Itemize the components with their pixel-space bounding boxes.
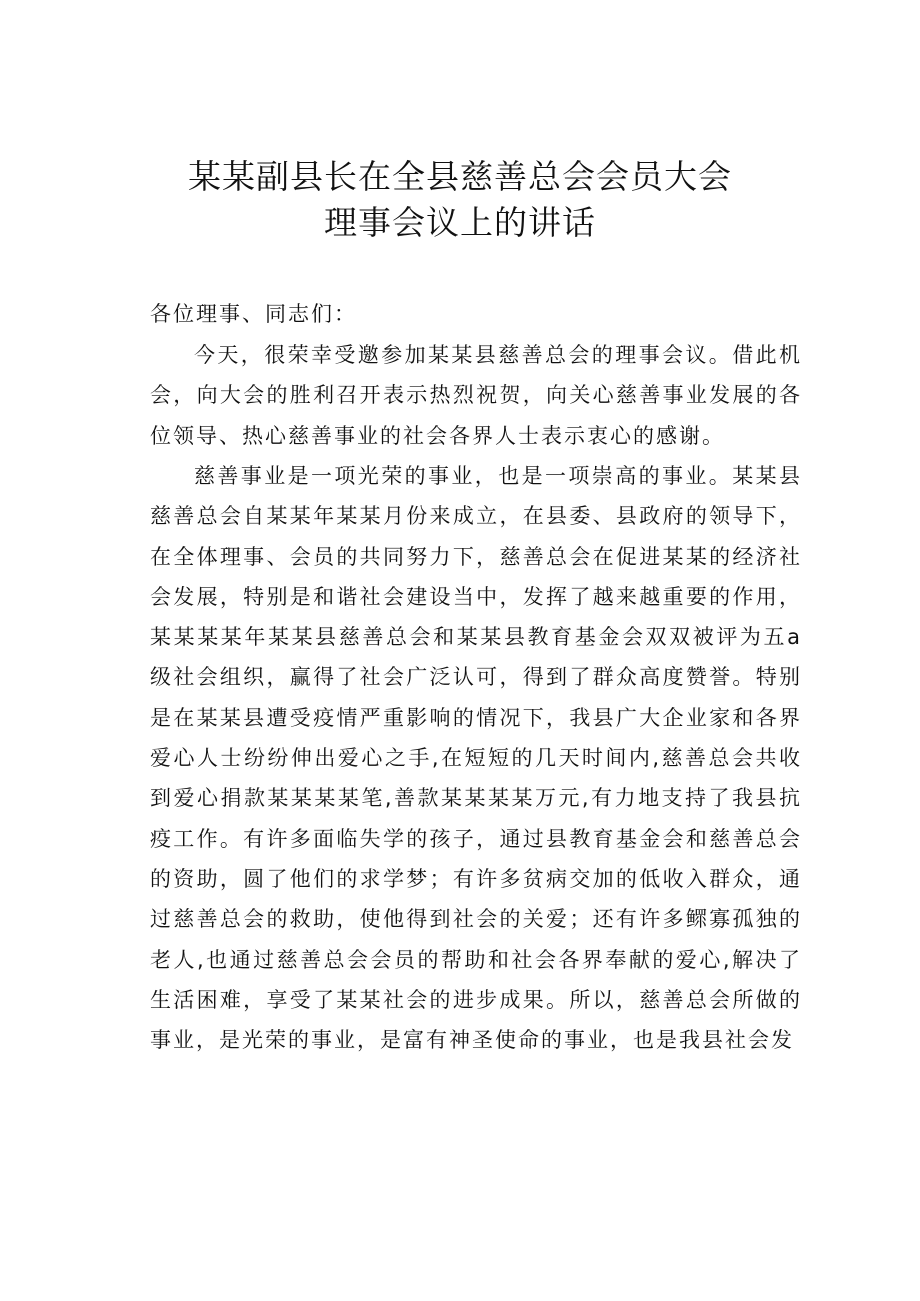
salutation: 各位理事、同志们： — [150, 302, 357, 326]
paragraph-1: 今天，很荣幸受邀参加某某县慈善总会的理事会议。借此机会，向大会的胜利召开表示热烈祝贺，向关心慈善事业发展的各位领导、热心慈善事业的社会各界人士表示衷心的感谢。 — [150, 343, 802, 448]
title-line-1: 某某副县长在全县慈善总会会员大会 — [188, 157, 732, 196]
document-title — [0, 154, 920, 246]
title-line-2: 理事会议上的讲话 — [324, 203, 596, 242]
paragraph-2: 慈善事业是一项光荣的事业，也是一项崇高的事业。某某县慈善总会自某某年某某月份来成立，在县委、县政府的领导下，在全体理事、会员的共同努力下，慈善总会在促进某某的经济社会发展，特别是和谐社会建设当中，发挥了越来越重要的作用，某某某某年某某县慈善总会和某某县教育基金会双双被评为五a级社会组织，赢得了社会广泛认可，得到了群众高度赞誉。特别是在某某县遭受疫情严重影响的情况下，我县广大企业家和各界爱心人士纷纷伸出爱心之手,在短短的几天时间内,慈善总会共收到爱心捐款某某某某笔,善款某某某某万元,有力地支持了我县抗疫工作。有许多面临失学的孩子，通过县教育基金会和慈善总会的资助，圆了他们的求学梦；有许多贫病交加的低收入群众，通过慈善总会的救助，使他得到社会的关爱；还有许多鳏寡孤独的老人,也通过慈善总会会员的帮助和社会各界奉献的爱心,解决了生活困难，享受了某某社会的进步成果。所以，慈善总会所做的事业，是光荣的事业，是富有神圣使命的事业，也是我县社会发 — [150, 464, 802, 1053]
